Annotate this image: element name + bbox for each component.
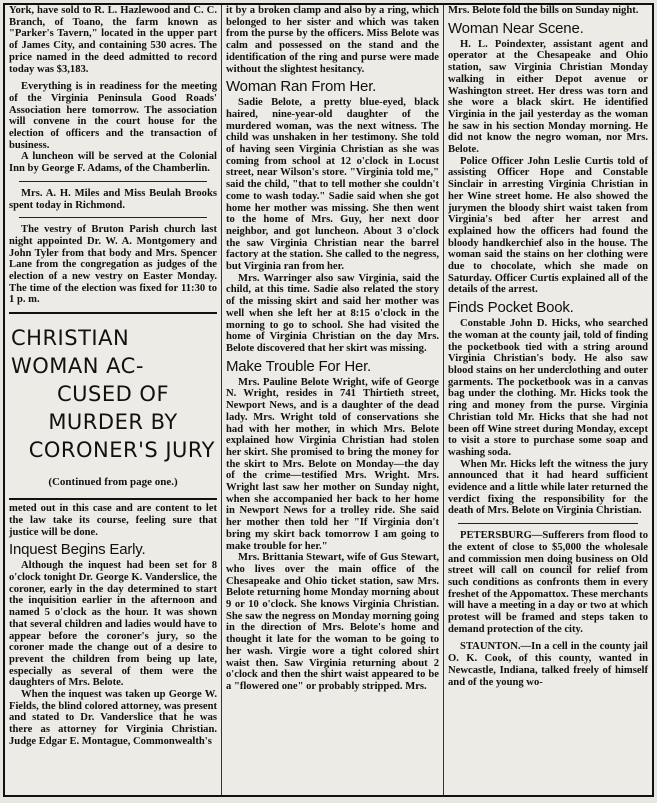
headline-line-1: CHRISTIAN WOMAN AC- [11, 326, 144, 379]
article-farm-sale: York, have sold to R. L. Hazlewood and C. C. Branch, of Toano, the farm known as "Parker's Tavern," located in the upper part of James City, and containing 530 acres. The price named in the deed admitted to record today was $3,183. [9, 5, 217, 75]
subhead-woman-ran: Woman Ran From Her. [226, 78, 377, 96]
article-verdict: When Mr. Hicks left the witness the jury announced that it had heard sufficient evidence and a little while later returned the verdict fixing the responsibility for the death of Mrs. Belote on Virginia Christian. [448, 458, 648, 517]
divider [458, 523, 638, 524]
article-ring-purse: it by a broken clamp and also by a ring, which belonged to her sister and which was taken from the purse by the officers. Miss Belote was calm and possessed on the stand and the identification of the ring and purse were made without the slightest hesitancy. [226, 5, 439, 75]
divider [19, 217, 207, 218]
article-bruton-parish: The vestry of Bruton Parish church last night appointed Dr. W. A. Montgomery and John Tyler from that body and Mrs. Spencer Lane from the congregation as judges of the election of a new vestry on Easter Monday. The time of the election was fixed for 11:30 to 1 p. m. [9, 224, 217, 306]
divider [19, 181, 207, 182]
divider [9, 312, 217, 314]
article-staunton: STAUNTON.—In a cell in the county jail O. K. Cook, of this county, wanted in Newcastle, Indiana, talked freely of himself and of the young wo- [448, 641, 648, 688]
article-warringer: Mrs. Warringer also saw Virginia, said the child, at this time. Sadie also related the story of the missing skirt and said her mother was well when she left her at 8:15 o'clock in the morning to go to school. She had visited the home of Virginia Christian on the day Mrs. Belote discovered that her skirt was missing. [226, 272, 439, 354]
subhead-inquest: Inquest Begins Early. [9, 541, 146, 559]
article-bills: Mrs. Belote fold the bills on Sunday night. [448, 5, 639, 16]
subhead-make-trouble: Make Trouble For Her. [226, 357, 372, 375]
article-continued-text: meted out in this case and are content to let the law take its course, feeling sure that justice will be done. [9, 503, 217, 538]
article-inquest-2: When the inquest was taken up George W. Fields, the blind colored attorney, was present and stated to Dr. Vanderslice that he was there as attorney for Virginia Christian. Judge Edgar E. Montague, Commonwealth's [9, 689, 217, 747]
article-mrs-miles: Mrs. A. H. Miles and Miss Beulah Brooks spent today in Richmond. [9, 187, 217, 211]
column-right [443, 5, 652, 795]
subhead-pocket-book: Finds Pocket Book. [448, 299, 574, 317]
newspaper-page [3, 3, 654, 797]
article-sadie-belote: Sadie Belote, a pretty blue-eyed, black haired, nine-year-old daughter of the murdered woman, was the next witness. The child was unshaken in her testimony. She told of having seen Virginia Christian as she was coming from school at 12 o'clock in Locust street, near Wilson's store. "Virginia told me," said the child, "that to tell mother she couldn't come to wash today." Sadie said when she got home her mother was missing. She then went to the home of Mrs. Guy, her next door neighbor, and got luncheon. About 3 o'clock the saw Virginia Christian near the barrel factory at the station. She called to the negress, but Virginia ran from her. [226, 97, 439, 273]
article-inquest-1: Although the inquest had been set for 8 o'clock tonight Dr. George K. Vanderslice, the coroner, early in the day determined to start the inquisition earlier in the afternoon and named 5 o'clock as the hour. It was shown that several children and ladies would have to appear before the coroner's jury, so the coroner made the change out of a desire to prevent the children from being up late, especially as several of them were the daughters of Mrs. Belote. [9, 560, 217, 689]
article-petersburg: PETERSBURG—Sufferers from flood to the extent of close to $5,000 the wholesale and commission men doing business on Old street will call on council for relief from such conditions as confronts them in every freshet of the Appomattox. These merchants will have a meeting in a day or two at which protest will be framed and steps taken to demand protection of the city. [448, 530, 648, 635]
article-pauline-wright: Mrs. Pauline Belote Wright, wife of George N. Wright, resides in 741 Thirtieth street, Newport News, and is a daughter of the dead lady. Mrs. Wright told of conservations she had with her mother, in which Mrs. Belote explained how Virginia Christian had stolen her skirt. She promised to bring the money for the skirt to Mrs. Belote on Monday—the day of the crime—testified Mrs. Wright. Mrs. Wright last saw her mother on Sunday night, when she accompanied her back to her home in Newport News for a trolley ride. She said her mother then told her "If Virginia don't bring my skirt back tomorrow I am going to make trouble for her." [226, 376, 439, 552]
subhead-woman-near-scene: Woman Near Scene. [448, 19, 584, 37]
article-brittania-stewart: Mrs. Brittania Stewart, wife of Gus Stewart, who lives over the main office of the Chesapeake and Ohio ticket station, saw Mrs. Belote returning home Monday morning about 9 or 10 o'clock. She knows Virginia Christian. She saw the negress on Monday morning going in the direction of Mrs. Belote's home and thought it late for the woman to be going to her wash. Virgie wore a tight colored shirt waist then. Saw Virginia returning about 2 o'clock and then the shirt waist appeared to be a "flowered one" or probably stripped. Mrs. [226, 552, 439, 692]
main-headline [9, 324, 217, 464]
headline-line-2: CUSED OF MURDER BY [48, 382, 178, 435]
headline-line-3: CORONER'S JURY [28, 438, 215, 463]
article-constable-hicks: Constable John D. Hicks, who searched the woman at the county jail, told of finding the pocketbook tied with a string around Virginia Christian's body. He also saw blood stains on her underclothing and outer garments. The pocketbook was in a canvas bag under the clothing. Mr. Hicks took the ring and money from the purse. Virginia Christian told Mr. Hicks that she had not been off Wine street during Monday, except to visit a store to purchase some soap and washing soda. [448, 318, 648, 458]
divider [9, 498, 217, 500]
continued-note: (Continued from page one.) [48, 476, 178, 489]
column-middle [221, 5, 443, 795]
article-good-roads: Everything is in readiness for the meeting of the Virginia Peninsula Good Roads' Association here tomorrow. The association will convene in the court house for the election of officers and the transaction of business. [9, 81, 217, 151]
article-poindexter: H. L. Poindexter, assistant agent and operator at the Chesapeake and Ohio station, saw Virginia Christian Monday walking in either Depot avenue or Washington street. Her dress was torn and she wore a black skirt. He identified Virginia in the jail yesterday as the woman he saw in his section Monday morning. He did not know the negro woman, nor Mrs. Belote. [448, 38, 648, 156]
article-luncheon: A luncheon will be served at the Colonial Inn by George F. Adams, of the Chamberlin. [9, 151, 217, 175]
column-left [5, 5, 221, 795]
article-officer-curtis: Police Officer John Leslie Curtis told of assisting Officer Hope and Constable Sinclair in arresting Virginia Christian in her Wine street home. He also showed the jurymen the bloody shirt waist taken from Virginia's bed after her arrest and explained how the officers had found the bloody handkerchief also in the house. The woman said the stains on her clothing were due to chocolate, which she made on Saturday. Officer Curtis explained all of the details of the arrest. [448, 155, 648, 296]
